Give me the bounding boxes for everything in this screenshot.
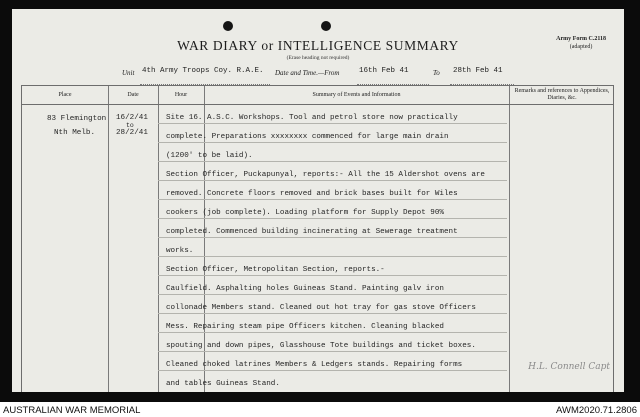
date-to-label: To — [433, 69, 440, 77]
column-header-place: Place — [58, 92, 72, 98]
unit-label: Unit — [122, 69, 135, 77]
column-divider — [509, 86, 510, 392]
date-line: 16/2/41 — [116, 114, 148, 122]
punch-hole — [223, 21, 233, 31]
ruled-line — [158, 256, 507, 257]
date-line: to — [126, 122, 134, 129]
column-header-remarks: Remarks and references to Appendices, Diaries, &c. — [514, 88, 610, 101]
summary-line: Mess. Repairing steam pipe Officers kitchen. Cleaning blacked — [166, 323, 444, 331]
date-line: 28/2/41 — [116, 129, 148, 137]
punch-hole — [321, 21, 331, 31]
form-number: Army Form C.2118 — [556, 36, 606, 42]
ruled-line — [158, 275, 507, 276]
summary-line: completed. Commenced building incinerating at Sewerage treatment — [166, 228, 458, 236]
date-to-value: 28th Feb 41 — [453, 67, 503, 75]
column-header-date: Date — [127, 92, 139, 98]
form-number-block — [556, 35, 606, 51]
ruled-line — [158, 294, 507, 295]
date-time-label: Date and Time.—From — [275, 69, 340, 77]
column-header-summary: Summary of Events and Information — [312, 92, 401, 98]
ruled-line — [158, 370, 507, 371]
ruled-line — [158, 237, 507, 238]
ruled-line — [158, 142, 507, 143]
summary-line: collonade Members stand. Cleaned out hot tray for gas stove Officers — [166, 304, 476, 312]
page-title: WAR DIARY or INTELLIGENCE SUMMARY — [177, 38, 459, 53]
summary-line: Caulfield. Asphalting holes Guineas Stand. Painting galv iron — [166, 285, 444, 293]
form-note: (adapted) — [569, 44, 593, 50]
footer-accession-number: AWM2020.71.2806 — [556, 405, 637, 416]
column-divider — [158, 86, 159, 392]
summary-line: Section Officer, Metropolitan Section, reports.- — [166, 266, 385, 274]
summary-line: (1200' to be laid). — [166, 152, 253, 160]
document-page — [12, 9, 624, 392]
summary-line: removed. Concrete floors removed and brick bases built for Wiles — [166, 190, 458, 198]
summary-line: and tables Guineas Stand. — [166, 380, 280, 388]
date-from-value: 16th Feb 41 — [359, 67, 409, 75]
ruled-line — [158, 313, 507, 314]
place-line: 83 Flemington — [47, 115, 107, 123]
ruled-line — [158, 161, 507, 162]
ruled-line — [158, 123, 507, 124]
ruled-line — [158, 180, 507, 181]
handwritten-signature: H.L. Connell Capt — [528, 362, 610, 372]
column-header-hour: Hour — [174, 92, 188, 98]
ruled-line — [158, 332, 507, 333]
summary-line: cookers (job complete). Loading platform for Supply Depot 90% — [166, 209, 444, 217]
page-subtitle: (Erase heading not required) — [286, 55, 350, 61]
summary-line: spouting and down pipes, Glasshouse Tote buildings and ticket boxes. — [166, 342, 476, 350]
unit-value: 4th Army Troops Coy. R.A.E. — [142, 67, 264, 75]
ruled-line — [158, 218, 507, 219]
summary-line: Section Officer, Puckapunyal, reports:- All the 15 Aldershot ovens are — [166, 171, 485, 179]
ruled-line — [158, 351, 507, 352]
summary-line: complete. Preparations xxxxxxxx commenced for large main drain — [166, 133, 449, 141]
place-line: Nth Melb. — [54, 129, 96, 137]
summary-line: Cleaned choked latrines Members & Ledgers stands. Repairing forms — [166, 361, 463, 369]
column-divider — [108, 86, 109, 392]
header-rule — [22, 104, 613, 105]
footer-credit: AUSTRALIAN WAR MEMORIAL — [3, 405, 141, 416]
diary-table — [21, 85, 614, 392]
summary-line: works. — [166, 247, 194, 255]
ruled-line — [158, 199, 507, 200]
summary-line: Site 16. A.S.C. Workshops. Tool and petrol store now practically — [166, 114, 458, 122]
